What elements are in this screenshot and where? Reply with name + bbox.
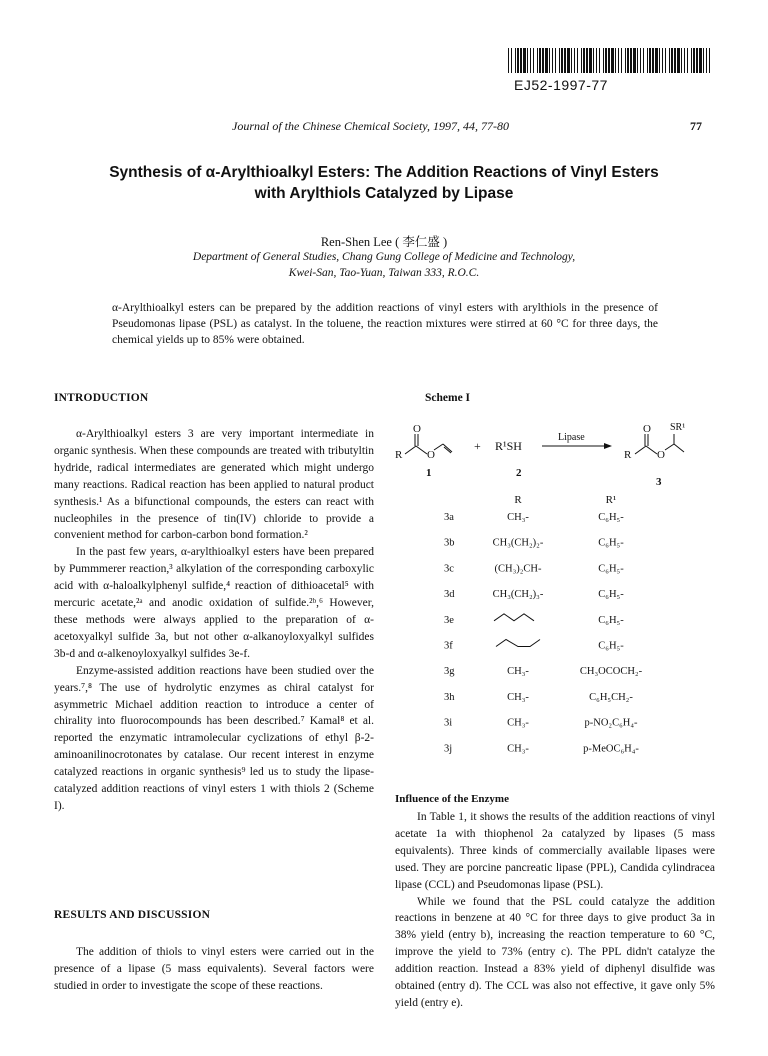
compound-number-1: 1 [426,467,432,479]
introduction-body [54,426,374,815]
title-line-2: with Arylthiols Catalyzed by Lipase [254,185,514,202]
reaction-arrow [542,443,612,449]
alkenyl-substituent [496,640,540,647]
thiol-formula: R¹SH [495,439,522,453]
compound-id: 3d [444,589,455,601]
compound-id: 3j [444,743,453,755]
influence-heading: Influence of the Enzyme [395,793,509,805]
column-header-r1: R¹ [605,494,617,506]
r-substituent: CH₃- [507,717,529,729]
affiliation-line-1: Department of General Studies, Chang Gung College of Medicine and Technology, [192,251,576,263]
r1-substituent: C₆H₅- [598,640,624,652]
alkenyl-substituent [494,614,534,621]
lipase-label: Lipase [558,432,585,443]
r-substituent: CH₃- [507,743,529,755]
running-head: Journal of the Chinese Chemical Society, 1997, 44, 77-80 [232,119,509,133]
author-affiliation [100,249,668,281]
r1-substituent: C₆H₅- [598,589,624,601]
svg-text:O: O [413,423,421,435]
scheme-title: Scheme I [425,392,471,404]
r1-substituent: C₆H₅- [598,512,624,523]
scheme-row-3e [444,614,624,626]
r-substituent: (CH₃)₂CH- [494,563,542,575]
column-header-r: R [514,494,522,506]
r1-substituent: p-MeOC₆H₄- [583,743,639,755]
scheme-row-3f [444,640,624,652]
influence-paragraph-2: While we found that the PSL could catalyze the addition reactions in benzene at 40 °C for three days to give product 3a in 38% yield (entry b), increasing the reaction temperature to 60 °C, improve the yield to 73% (entry c). The PPL didn't catalyze the addition reaction. Instead a 83% yield of diphenyl disulfide was obtained (entry d). The CCL was also not effective, it gave only 5% yield (entry e). [395,895,715,1009]
scheme-row-3c [444,563,624,574]
results-heading: RESULTS AND DISCUSSION [54,909,211,921]
compound-number-3: 3 [656,476,662,488]
scheme-row-3i [444,718,638,729]
r-substituent: CH₃(CH₂)₂- [492,537,544,549]
r-substituent: CH₃- [507,666,529,678]
compound-id: 3b [444,537,455,549]
r1-substituent: C₆H₅- [598,614,624,626]
svg-text:R: R [395,449,403,461]
results-body [54,944,374,995]
scheme-row-3j [444,743,639,754]
r1-substituent: C₆H₅- [598,537,624,549]
plus-sign: + [474,439,481,453]
results-paragraph-1: The addition of thiols to vinyl esters were carried out in the presence of a lipase (5 mass equivalents). Several factors were studied in order to investigate the scope of these reactions. [54,946,374,992]
r-substituent: CH₃- [507,691,529,703]
scheme-row-3a [444,512,624,523]
compound-id: 3a [444,512,454,523]
intro-paragraph-2: In the past few years, α-arylthioalkyl esters have been prepared by Pummmerer reaction,³ alkylation of the corresponding carboxylic acid with α-haloalkylphenyl sulfide,⁴ reaction of dithioacetal⁵ with mercuric acetate,²ᵃ and anodic oxidation of sulfide.²ᵇ,⁶ However, these methods were always applied to the preparation of α-acetoxyalkyl sulfide 3a, but not other α-alkanoyloxyalkyl sulfides 3b-d and α-alkenoyloxyalkyl sulfides 3e-f. [54,546,374,660]
svg-text:SR¹: SR¹ [670,422,686,433]
r-substituent: CH₃- [507,512,529,523]
abstract: α-Arylthioalkyl esters can be prepared by the addition reactions of vinyl esters with arylthiols in the presence of Pseudomonas lipase (PSL) as catalyst. In the toluene, the reaction mixtures were stirred at 60 °C for three days, the chemical yields up to 85% were obtained. [112,302,658,346]
compound-id: 3f [444,640,453,652]
influence-body [395,809,715,1012]
intro-paragraph-3: Enzyme-assisted addition reactions have been studied over the years.⁷,⁸ The use of hydrolytic enzymes as chiral catalyst for asymmetric Michael addition reaction to introduce a center of chirality into fluorocompounds has been described.⁷ Kamal⁸ et al. reported the enzymatic intramolecular cyclizations of ethyl β-2-aminoanilinocrotonates by catalase. Our recent interest in enzyme catalyzed reactions in organic synthesis⁹ led us to study the lipase-catalyzed addition reactions of vinyl esters 1 with thiols 2 (Scheme I). [54,664,374,812]
author-name: Ren-Shen Lee ( 李仁盛 ) [320,235,448,249]
intro-paragraph-1: α-Arylthioalkyl esters 3 are very important intermediate in organic synthesis. When these compounds are treated with tributyltin hydride, radical intermediates are generated which might undergo many reactions. Radical reaction has been applied to natural product synthesis.¹ As a bifunctional compounds, the esters can react with nucleophiles in the presence of tin(IV) chloride to provide a convenient method for carbon-carbon bond formation.² [54,428,374,542]
scheme-row-3g [444,666,643,677]
affiliation-line-2: Kwei-San, Tao-Yuan, Taiwan 333, R.O.C. [288,267,480,279]
document-code: EJ52-1997-77 [514,77,608,93]
barcode [508,48,712,73]
compound-id: 3g [444,666,455,678]
introduction-heading: INTRODUCTION [54,392,149,404]
svg-text:R: R [624,449,632,461]
substituent-table [444,512,643,754]
scheme-row-3h [444,692,633,703]
paper-title [60,162,708,204]
compound-id: 3c [444,563,454,575]
scheme-diagram [392,410,722,790]
scheme-row-3b [444,538,624,549]
r1-substituent: p-NO₂C₆H₄- [584,717,638,729]
compound-id: 3h [444,691,455,703]
r1-substituent: CH₃OCOCH₂- [579,666,643,678]
svg-text:O: O [427,449,435,461]
r-substituent: CH₃(CH₂)₃- [492,589,544,601]
svg-text:O: O [657,449,665,461]
scheme-row-3d [444,589,624,600]
r1-substituent: C₆H₅CH₂- [589,691,633,703]
influence-paragraph-1: In Table 1, it shows the results of the addition reactions of vinyl acetate 1a with thiophenol 2a catalyzed by lipases (5 mass equivalents). Three kinds of commercially available lipases were used. They are porcine pancreatic lipase (PPL), Candida cylindracea lipase (CCL) and Pseudomonas lipase (PSL). [395,811,715,891]
title-line-1: Synthesis of α-Arylthioalkyl Esters: The Addition Reactions of Vinyl Esters [109,164,659,181]
r1-substituent: C₆H₅- [598,563,624,575]
compound-id: 3i [444,717,453,729]
svg-text:O: O [643,423,651,435]
page-number: 77 [690,119,702,133]
compound-id: 3e [444,614,454,626]
compound-number-2: 2 [516,467,522,479]
